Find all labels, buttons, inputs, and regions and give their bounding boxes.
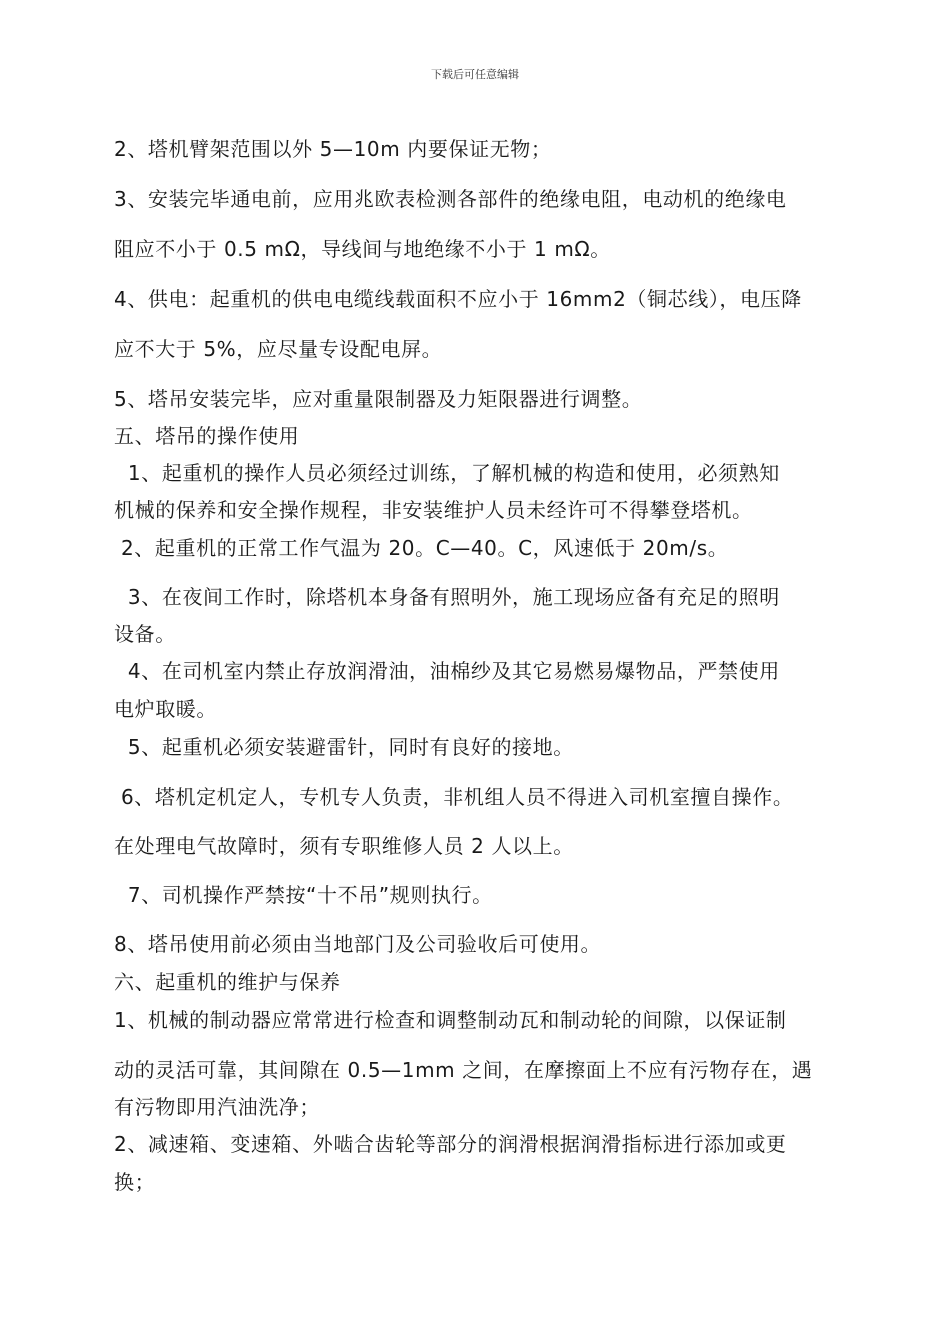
text-line: 在处理电气故障时，须有专职维修人员 2 人以上。 <box>114 834 574 858</box>
text-line: 4、供电：起重机的供电电缆线载面积不应小于 16mm2（铜芯线），电压降 <box>114 287 802 311</box>
text-line: 换； <box>114 1170 156 1194</box>
text-line: 2、塔机臂架范围以外 5—10m 内要保证无物； <box>114 137 552 161</box>
text-line: 有污物即用汽油洗净； <box>114 1095 320 1119</box>
text-line: 动的灵活可靠，其间隙在 0.5—1mm 之间，在摩擦面上不应有污物存在，遇 <box>114 1058 813 1082</box>
text-line: 4、在司机室内禁止存放润滑油，油棉纱及其它易燃易爆物品，严禁使用 <box>114 659 780 683</box>
text-line: 3、安装完毕通电前，应用兆欧表检测各部件的绝缘电阻，电动机的绝缘电 <box>114 187 787 211</box>
text-line: 机械的保养和安全操作规程，非安装维护人员未经许可不得攀登塔机。 <box>114 498 753 522</box>
text-line: 电炉取暖。 <box>114 697 217 721</box>
text-line: 阻应不小于 0.5 mΩ，导线间与地绝缘不小于 1 mΩ。 <box>114 237 611 261</box>
page-header: 下载后可任意编辑 <box>431 68 519 81</box>
text-line: 7、司机操作严禁按“十不吊”规则执行。 <box>114 883 493 907</box>
text-line: 2、起重机的正常工作气温为 20。C—40。C，风速低于 20m/s。 <box>114 536 729 560</box>
text-line: 1、起重机的操作人员必须经过训练，了解机械的构造和使用，必须熟知 <box>114 461 780 485</box>
text-line: 1、机械的制动器应常常进行检查和调整制动瓦和制动轮的间隙，以保证制 <box>114 1008 787 1032</box>
text-line: 6、塔机定机定人，专机专人负责，非机组人员不得进入司机室擅自操作。 <box>114 785 794 809</box>
text-line: 应不大于 5%，应尽量专设配电屏。 <box>114 337 443 361</box>
text-line: 8、塔吊使用前必须由当地部门及公司验收后可使用。 <box>114 932 602 956</box>
section-heading: 六、起重机的维护与保养 <box>114 970 341 994</box>
section-heading: 五、塔吊的操作使用 <box>114 424 300 448</box>
text-line: 5、起重机必须安装避雷针，同时有良好的接地。 <box>114 735 574 759</box>
text-line: 5、塔吊安装完毕，应对重量限制器及力矩限器进行调整。 <box>114 387 643 411</box>
text-line: 2、减速箱、变速箱、外啮合齿轮等部分的润滑根据润滑指标进行添加或更 <box>114 1132 787 1156</box>
text-line: 3、在夜间工作时，除塔机本身备有照明外，施工现场应备有充足的照明 <box>114 585 780 609</box>
text-line: 设备。 <box>114 622 176 646</box>
